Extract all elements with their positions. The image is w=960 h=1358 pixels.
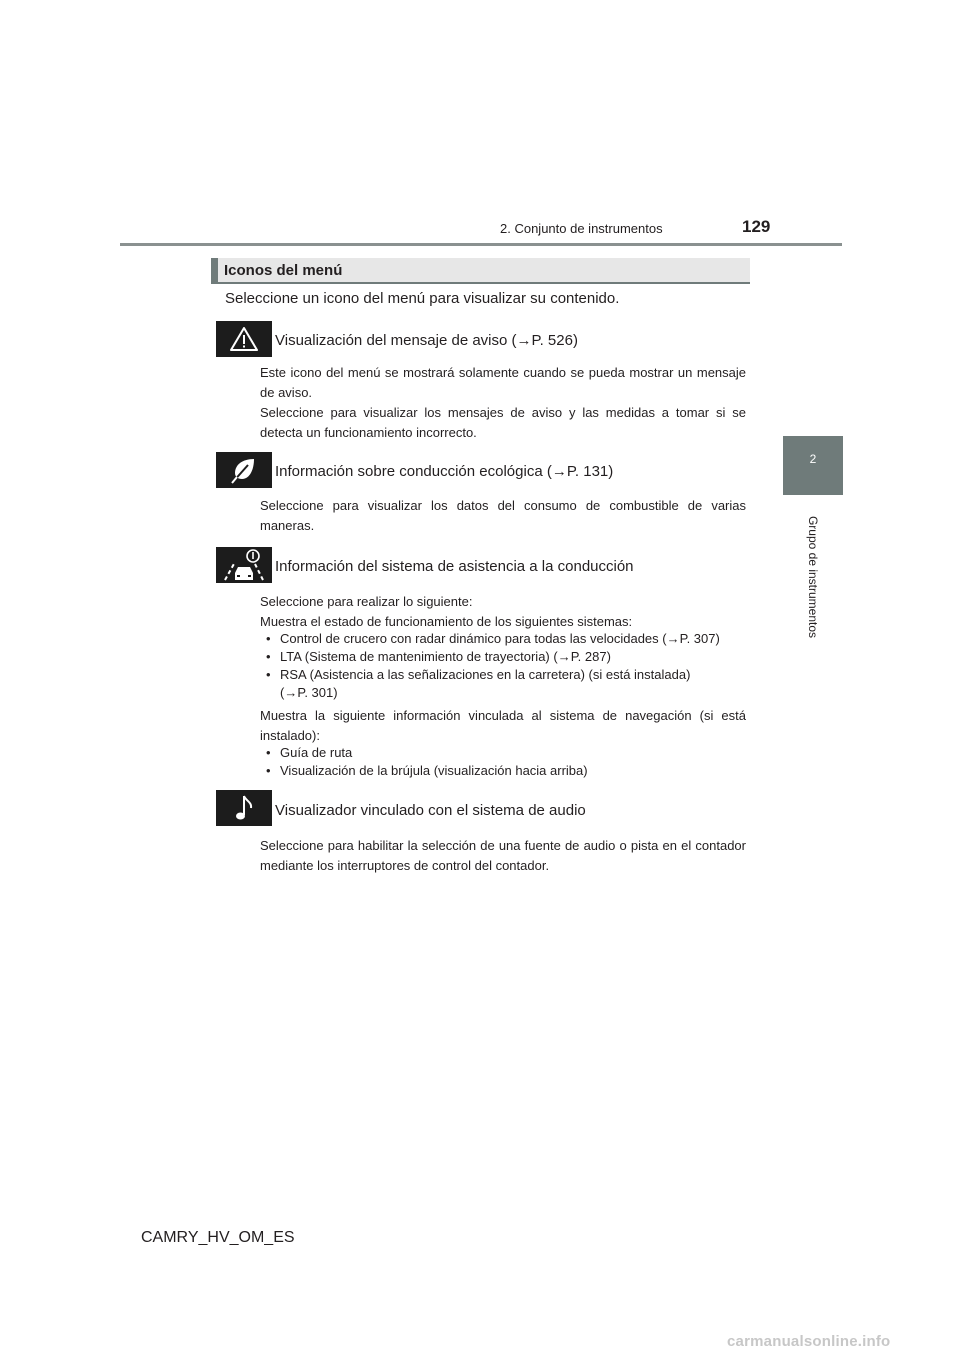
item-desc-driving-assist xyxy=(260,592,746,632)
eco-leaf-icon xyxy=(216,452,272,488)
warning-triangle-icon xyxy=(216,321,272,357)
chapter-tab-number: 2 xyxy=(809,452,817,466)
desc-paragraph: Muestra el estado de funcionamiento de los siguientes sistemas: xyxy=(260,614,633,629)
header-divider xyxy=(120,243,842,246)
item-title-warning: Visualización del mensaje de aviso (→P. 526) xyxy=(275,332,578,349)
item-title-driving-assist: Información del sistema de asistencia a la conducción xyxy=(275,558,634,575)
list-item: • Control de crucero con radar dinámico para todas las velocidades (→P. 307) xyxy=(266,631,720,646)
list-item: • Guía de ruta xyxy=(266,745,353,760)
section-title: Iconos del menú xyxy=(224,262,343,279)
list-item: • RSA (Asistencia a las señalizaciones en la carretera) (si está instalada) (→P. 301) xyxy=(266,667,691,700)
item-desc-audio xyxy=(260,836,746,876)
bullet-list-systems xyxy=(266,630,752,702)
bullet-list-navigation xyxy=(266,744,752,780)
item-desc-eco xyxy=(260,496,746,536)
desc-paragraph: Seleccione para habilitar la selección de una fuente de audio o pista en el contador mediante los interruptores de control del contador. xyxy=(260,838,746,873)
item-desc-navigation xyxy=(260,706,746,746)
desc-paragraph: Seleccione para realizar lo siguiente: xyxy=(260,594,473,609)
running-header-section: 2. Conjunto de instrumentos xyxy=(500,221,663,236)
driving-assist-icon xyxy=(216,547,272,583)
item-title-eco: Información sobre conducción ecológica (→P. 131) xyxy=(275,463,614,480)
desc-paragraph: Seleccione para visualizar los datos del consumo de combustible de varias maneras. xyxy=(260,498,746,533)
document-code: CAMRY_HV_OM_ES xyxy=(141,1229,295,1246)
page-number: 129 xyxy=(742,217,771,236)
section-intro: Seleccione un icono del menú para visualizar su contenido. xyxy=(225,290,620,307)
music-note-icon xyxy=(216,790,272,826)
desc-paragraph: Muestra la siguiente información vinculada al sistema de navegación (si está instalado): xyxy=(260,708,746,743)
item-desc-warning xyxy=(260,363,746,443)
list-item: • LTA (Sistema de mantenimiento de trayectoria) (→P. 287) xyxy=(266,649,611,664)
desc-paragraph: Este icono del menú se mostrará solamente cuando se pueda mostrar un mensaje de aviso. xyxy=(260,365,746,400)
list-item: • Visualización de la brújula (visualización hacia arriba) xyxy=(266,763,588,778)
desc-paragraph: Seleccione para visualizar los mensajes de aviso y las medidas a tomar si se detecta un funcionamiento incorrecto. xyxy=(260,405,746,440)
section-heading-accent xyxy=(211,258,218,284)
watermark: carmanualsonline.info xyxy=(727,1333,891,1350)
item-title-audio: Visualizador vinculado con el sistema de audio xyxy=(275,802,586,819)
chapter-tab-label: Grupo de instrumentos xyxy=(806,515,820,639)
